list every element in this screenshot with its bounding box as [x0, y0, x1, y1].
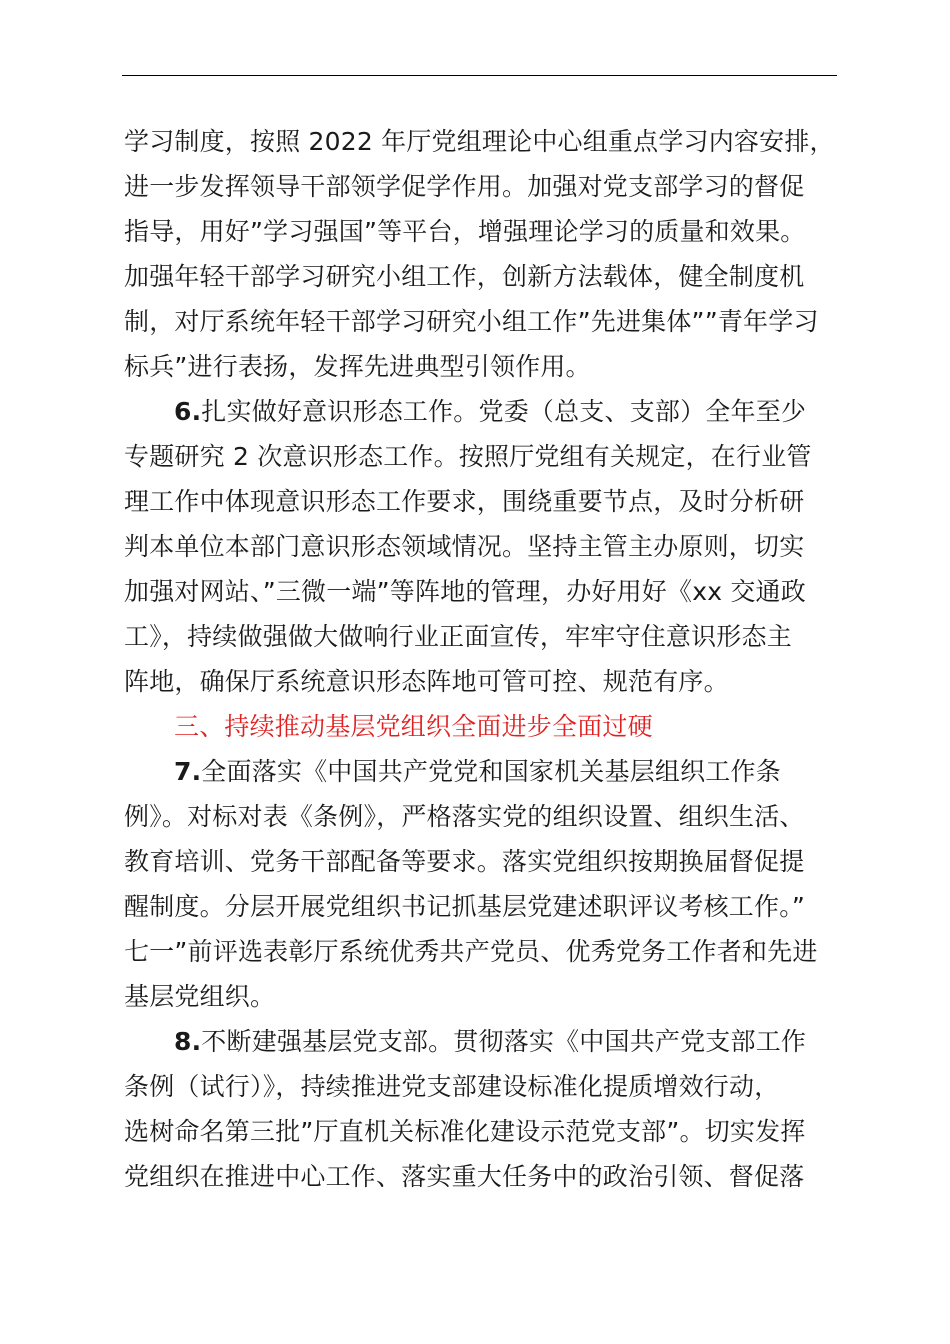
text-line: 党组织在推进中心工作、落实重大任务中的政治引领、督促落 [124, 1162, 805, 1191]
text-line: 七一”前评选表彰厅系统优秀共产党员、优秀党务工作者和先进 [124, 937, 818, 966]
text-line: 判本单位本部门意识形态领域情况。坚持主管主办原则，切实 [124, 532, 805, 561]
text-line: 专题研究 2 次意识形态工作。按照厅党组有关规定，在行业管 [124, 442, 812, 471]
text-line: 加强年轻干部学习研究小组工作，创新方法载体，健全制度机 [124, 262, 805, 291]
item-number: 6. [174, 397, 202, 426]
text-line: 标兵”进行表扬，发挥先进典型引领作用。 [124, 352, 591, 381]
text-line: 理工作中体现意识形态工作要求，围绕重要节点，及时分析研 [124, 487, 805, 516]
text-line: 学习制度，按照 2022 年厅党组理论中心组重点学习内容安排， [124, 127, 835, 156]
item-text: 扎实做好意识形态工作。党委（总支、支部）全年至少 [201, 397, 807, 426]
item-6-first-line [174, 397, 806, 427]
text-line: 例》。对标对表《条例》，严格落实党的组织设置、组织生活、 [124, 802, 805, 831]
text-line: 指导，用好”学习强国”等平台，增强理论学习的质量和效果。 [124, 217, 806, 246]
text-line: 教育培训、党务干部配备等要求。落实党组织按期换届督促提 [124, 847, 805, 876]
item-text: 不断建强基层党支部。贯彻落实《中国共产党支部工作 [201, 1027, 807, 1056]
section-heading: 三、持续推动基层党组织全面进步全面过硬 [174, 712, 653, 741]
item-7-first-line [174, 757, 781, 787]
text-line: 基层党组织。 [124, 982, 276, 1011]
item-number: 7. [174, 757, 202, 786]
item-8-first-line [174, 1027, 806, 1057]
text-line: 加强对网站、”三微一端”等阵地的管理，办好用好《xx 交通政 [124, 577, 806, 606]
item-number: 8. [174, 1027, 202, 1056]
header-rule [122, 75, 837, 76]
text-line: 条例（试行）》，持续推进党支部建设标准化提质增效行动， [124, 1072, 780, 1101]
text-line: 制，对厅系统年轻干部学习研究小组工作”先进集体””青年学习 [124, 307, 819, 336]
text-line: 工》，持续做强做大做响行业正面宣传，牢牢守住意识形态主 [124, 622, 792, 651]
text-line: 选树命名第三批”厅直机关标准化建设示范党支部”。切实发挥 [124, 1117, 806, 1146]
item-text: 全面落实《中国共产党党和国家机关基层组织工作条 [201, 757, 781, 786]
text-line: 醒制度。分层开展党组织书记抓基层党建述职评议考核工作。” [124, 892, 806, 921]
text-line: 进一步发挥领导干部领学促学作用。加强对党支部学习的督促 [124, 172, 805, 201]
text-line: 阵地，确保厅系统意识形态阵地可管可控、规范有序。 [124, 667, 729, 696]
